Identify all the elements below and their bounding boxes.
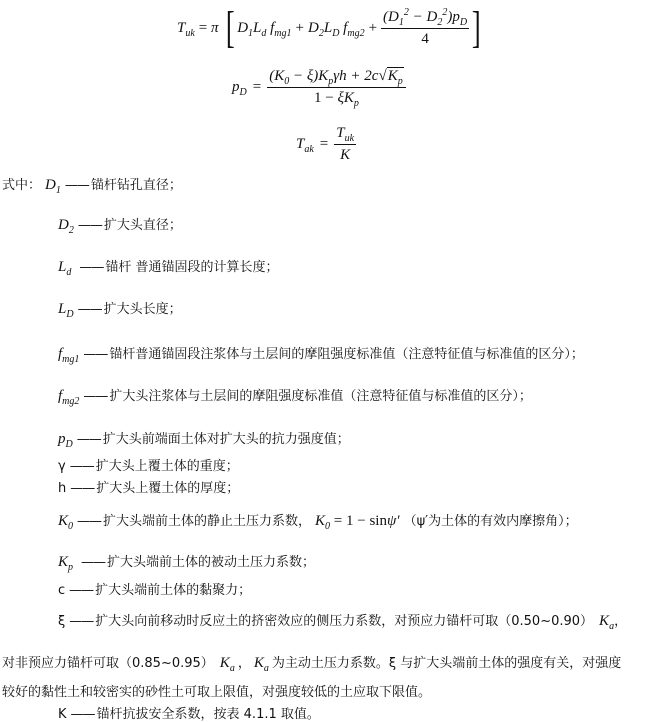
formula-tak: $T_{ak}$ = $\frac{T_{uk}}{K}$ — [296, 124, 355, 163]
pd-lhs: $p_D$ — [232, 78, 247, 98]
tuk-fraction — [381, 6, 469, 48]
sym-lD: $L_D$ — [58, 301, 74, 320]
def-gamma: γ —— 扩大头上覆土体的重度； — [58, 459, 239, 474]
pd-fraction — [267, 68, 406, 107]
def-lD: $L_D$ —— 扩大头长度； — [58, 301, 182, 320]
formula-tuk: $T_{uk}$ = π [ $D_1L_d$ $f_{mg1}$ + $D_2L_D$ $f_{mg2}$ + $\frac{(D_1^2 - D_2^2)p_D}{4}$ ] — [177, 3, 481, 52]
sym-k0: $K_0$ — [58, 513, 74, 532]
sym-h: h — [58, 481, 67, 496]
tak-lhs: $T_{ak}$ — [296, 135, 314, 155]
def-pD: $p_D$ —— 扩大头前端面土体对扩大头的抗力强度值； — [58, 431, 350, 450]
formula-pd: $p_D$ = $\frac{(K_0 - \xi)K_p\gamma h + 2c√K_p}{1 - \xi K_p}$ — [232, 64, 406, 110]
sym-fmg2: $f_{mg2}$ — [58, 388, 80, 407]
sym-ka-2: $K_a$ — [219, 655, 235, 674]
def-d2: $D_2$ —— 扩大头直径； — [58, 217, 182, 236]
sym-gamma: γ — [58, 459, 66, 474]
right-bracket: ] — [472, 3, 481, 52]
tuk-frac-den: 4 — [421, 30, 429, 47]
tak-frac-den: K — [340, 146, 351, 163]
def-fmg1: $f_{mg1}$ —— 锚杆普通锚固段注浆体与土层间的摩阻强度标准值（注意特征值与标准值的区分）； — [58, 346, 584, 365]
def-xi: ξ —— 扩大头向前移动时反应土的挤密效应的侧压力系数，对预应力锚杆可取（0.50~0.90） $K_a$ ， — [58, 613, 628, 632]
left-bracket: [ — [225, 3, 235, 52]
def-xi-line3: 较好的黏性土和较密实的砂性土可取上限值，对强度较低的土应取下限值。 — [2, 685, 432, 700]
sym-ka-1: $K_a$ — [599, 613, 615, 632]
def-kp: $K_p$ —— 扩大头端前土体的被动土压力系数； — [58, 554, 316, 573]
prefix: 式中： — [2, 178, 42, 193]
def-h: h —— 扩大头上覆土体的厚度； — [58, 481, 240, 496]
pd-frac-num: $(K_0 - \xi)K_p\gamma h + 2c√K_p$ — [267, 68, 406, 88]
pd-frac-den: $1 - \xi K_p$ — [314, 89, 359, 109]
sym-c: c — [58, 583, 66, 598]
sym-fmg1: $f_{mg1}$ — [58, 346, 80, 365]
sym-d1: $D_1$ — [45, 177, 61, 196]
tak-fraction — [334, 125, 356, 164]
def-c: c —— 扩大头端前土体的黏聚力； — [58, 583, 252, 598]
tuk-frac-num: $(D_1^2 - D_2^2)p_D$ — [383, 6, 468, 28]
sym-k: K — [58, 707, 67, 722]
def-d1: 式中： $D_1$ —— 锚杆钻孔直径； — [2, 174, 182, 194]
sym-xi: ξ — [58, 614, 66, 629]
tak-frac-num: $T_{uk}$ — [336, 124, 355, 144]
sym-kp: $K_p$ — [58, 554, 74, 573]
sym-d2: $D_2$ — [58, 217, 74, 236]
def-xi-line2: 对非预应力锚杆可取（0.85~0.95） $K_a$ ， $K_a$ 为主动土压力系数。ξ 与扩大头端前土体的强度有关，对强度 — [2, 655, 622, 674]
eq-pi: = π — [198, 19, 219, 36]
def-fmg2: $f_{mg2}$ —— 扩大头注浆体与土层间的摩阻强度标准值（注意特征值与标准值的区分）； — [58, 388, 532, 407]
sym-ld: $L_d$ — [58, 259, 72, 278]
def-k0: $K_0$ —— 扩大头端前土体的静止土压力系数， $K_0 = 1 - \sin\psi'$ （ψ′为土体的有效内摩擦角）； — [58, 513, 578, 532]
def-k: K —— 锚杆抗拔安全系数，按表 4.1.1 取值。 — [58, 707, 320, 722]
def-ld: $L_d$ —— 锚杆 普通锚固段的计算长度； — [58, 259, 279, 278]
term1: $D_1L_d$ $f_{mg1}$ — [237, 19, 292, 39]
sym-pD: $p_D$ — [58, 431, 73, 450]
tuk-lhs: $T_{uk}$ — [177, 19, 195, 39]
term2: $D_2L_D$ $f_{mg2}$ — [308, 19, 365, 39]
k0-formula: $K_0 = 1 - \sin\psi'$ — [315, 513, 400, 532]
sym-ka-3: $K_a$ — [253, 655, 269, 674]
